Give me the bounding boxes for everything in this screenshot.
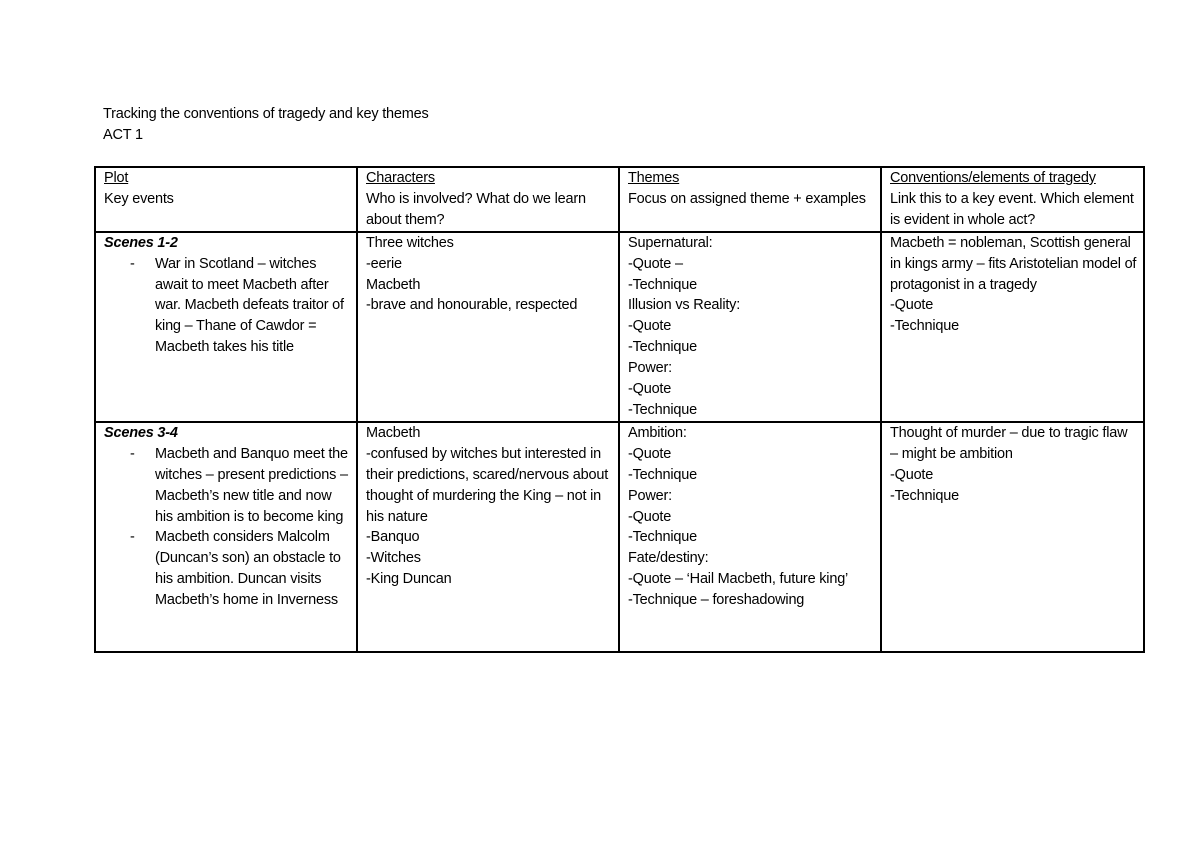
scene-label: Scenes 1-2 <box>104 234 178 251</box>
text-line: Illusion vs Reality: <box>628 297 741 314</box>
themes-cell <box>619 422 881 652</box>
conventions-cell <box>881 232 1144 422</box>
header-conventions <box>881 167 1144 232</box>
text-line: -Technique <box>628 339 697 356</box>
text-line: -Quote – ‘Hail Macbeth, future king’ <box>628 571 849 588</box>
text-line: Supernatural: <box>628 234 713 251</box>
text-line: -Quote <box>628 508 672 525</box>
text-line: -Technique <box>890 487 959 504</box>
text-line: Power: <box>628 487 672 504</box>
list-item: - Macbeth considers Malcolm (Duncan’s son) an obstacle to his ambition. Duncan visits Macbeth’s home in Inverness <box>104 527 350 611</box>
text-line: Three witches <box>366 234 454 251</box>
text-line: Thought of murder – due to tragic flaw – might be ambition <box>890 424 1128 462</box>
text-line: -Technique <box>628 466 697 483</box>
text-line: Fate/destiny: <box>628 550 709 567</box>
text-line: -Technique – foreshadowing <box>628 592 805 609</box>
header-sub: Who is involved? What do we learn about them? <box>366 190 586 228</box>
text-line: -Quote <box>890 466 934 483</box>
header-sub: Focus on assigned theme + examples <box>628 190 866 207</box>
text-line: -Witches <box>366 550 421 567</box>
header-sub: Link this to a key event. Which element is evident in whole act? <box>890 190 1134 228</box>
plot-cell <box>95 422 357 652</box>
text-line: -Technique <box>628 401 697 418</box>
header-label: Characters <box>366 170 435 186</box>
header-sub: Key events <box>104 190 174 207</box>
table-row <box>95 232 1144 422</box>
text-line: -Quote <box>628 381 672 398</box>
header-plot <box>95 167 357 232</box>
text-line: Ambition: <box>628 424 687 441</box>
scene-label: Scenes 3-4 <box>104 424 178 441</box>
text-line: -King Duncan <box>366 571 452 588</box>
document-heading <box>103 104 429 146</box>
text-line: -Technique <box>890 318 959 335</box>
text-line: Macbeth <box>366 276 421 293</box>
header-themes <box>619 167 881 232</box>
text-line: -confused by witches but interested in their predictions, scared/nervous about thought of murdering the King – not in his nature <box>366 445 609 525</box>
text-line: -Technique <box>628 529 697 546</box>
text-line: -Quote <box>890 297 934 314</box>
plot-list <box>104 254 350 359</box>
text-line: -Quote <box>628 318 672 335</box>
plot-cell <box>95 232 357 422</box>
plot-list <box>104 444 350 611</box>
text-line: -Technique <box>628 276 697 293</box>
header-characters <box>357 167 619 232</box>
characters-cell <box>357 232 619 422</box>
header-row <box>95 167 1144 232</box>
text-line: Macbeth <box>366 424 421 441</box>
act-label: ACT 1 <box>103 127 143 143</box>
list-item: - Macbeth and Banquo meet the witches – present predictions – Macbeth’s new title and now his ambition is to become king <box>104 444 350 528</box>
text-line: Macbeth = nobleman, Scottish general in kings army – fits Aristotelian model of protagonist in a tragedy <box>890 234 1137 293</box>
themes-cell <box>619 232 881 422</box>
list-item: - War in Scotland – witches await to meet Macbeth after war. Macbeth defeats traitor of king – Thane of Cawdor = Macbeth takes his title <box>104 254 350 359</box>
text-line: -Quote – <box>628 255 683 272</box>
text-line: Power: <box>628 360 672 377</box>
table-row <box>95 422 1144 652</box>
document-title: Tracking the conventions of tragedy and key themes <box>103 106 429 122</box>
text-line: -Quote <box>628 445 672 462</box>
text-line: -eerie <box>366 255 402 272</box>
header-label: Themes <box>628 170 680 186</box>
header-label: Conventions/elements of tragedy <box>890 170 1096 186</box>
characters-cell <box>357 422 619 652</box>
text-line: -brave and honourable, respected <box>366 297 578 314</box>
text-line: -Banquo <box>366 529 420 546</box>
conventions-cell <box>881 422 1144 652</box>
header-label: Plot <box>104 170 129 186</box>
tracking-table <box>94 166 1145 653</box>
